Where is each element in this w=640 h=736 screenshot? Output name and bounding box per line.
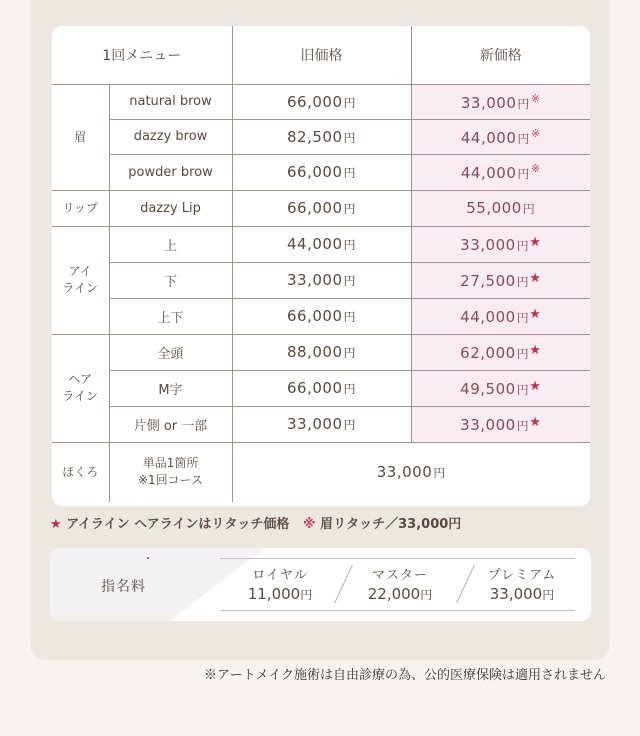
- category-lip: リップ: [52, 190, 109, 226]
- new-price: 44,000円※: [411, 119, 590, 154]
- new-price: 44,000円※: [411, 154, 590, 190]
- header-new-price: 新価格: [411, 26, 590, 84]
- new-price: 33,000円★: [411, 406, 590, 442]
- kome-mark: ※: [530, 162, 541, 175]
- new-price: 55,000円: [411, 190, 590, 226]
- insurance-footnote: ※アートメイク施術は自由診療の為、公的医療保険は適用されません: [204, 668, 606, 683]
- table-header-row: [52, 26, 590, 84]
- menu-name: 全頭: [109, 334, 232, 370]
- new-price: 49,500円★: [411, 370, 590, 406]
- star-icon: ★: [50, 517, 62, 532]
- menu-name: M字: [109, 370, 232, 406]
- table-row: [52, 406, 590, 442]
- old-price: 44,000円: [232, 226, 411, 262]
- old-price: 82,500円: [232, 119, 411, 154]
- menu-name: dazzy Lip: [109, 190, 232, 226]
- legend-kome-text: 眉リタッチ／33,000円: [320, 517, 462, 532]
- old-price: 66,000円: [232, 370, 411, 406]
- mole-price: 33,000円: [232, 442, 590, 502]
- category-hairline: ヘア ライン: [52, 334, 109, 442]
- menu-name: 上: [109, 226, 232, 262]
- kome-mark: ※: [530, 91, 541, 105]
- legend-star-text: アイライン ヘアラインはリタッチ価格: [66, 517, 290, 532]
- category-brow: 眉: [52, 84, 109, 190]
- kome-mark: ※: [530, 126, 541, 140]
- table-row: [52, 370, 590, 406]
- star-mark: ★: [529, 378, 542, 394]
- header-old-price: 旧価格: [232, 26, 411, 84]
- old-price: 66,000円: [232, 154, 411, 190]
- table-row: [52, 84, 590, 119]
- nomination-royal: ロイヤル 11,000円: [247, 568, 313, 603]
- nomination-premium: プレミアム 33,000円: [487, 568, 557, 603]
- star-mark: ★: [529, 342, 542, 358]
- table-row: [52, 298, 590, 334]
- table-row: [52, 442, 590, 502]
- nomination-label: 指名料: [101, 579, 146, 595]
- new-price: 44,000円★: [411, 298, 590, 334]
- category-mole: ほくろ: [52, 442, 109, 502]
- old-price: 66,000円: [232, 190, 411, 226]
- nomination-master: マスター 22,000円: [367, 568, 433, 603]
- price-legend: [50, 513, 461, 532]
- menu-name: dazzy brow: [109, 119, 232, 154]
- menu-name: powder brow: [109, 154, 232, 190]
- table-row: [52, 190, 590, 226]
- star-mark: ★: [529, 306, 542, 322]
- old-price: 33,000円: [232, 406, 411, 442]
- table-row: [52, 154, 590, 190]
- price-table: [52, 26, 590, 502]
- new-price: 33,000円※: [411, 84, 590, 119]
- old-price: 88,000円: [232, 334, 411, 370]
- old-price: 66,000円: [232, 84, 411, 119]
- new-price: 62,000円★: [411, 334, 590, 370]
- menu-name: 片側 or 一部: [109, 406, 232, 442]
- nomination-dot: ・: [143, 554, 153, 565]
- kome-icon: ※: [302, 517, 316, 532]
- table-row: [52, 226, 590, 262]
- table-row: [52, 119, 590, 154]
- table-row: [52, 262, 590, 298]
- menu-name: natural brow: [109, 84, 232, 119]
- star-mark: ★: [529, 234, 542, 250]
- star-mark: ★: [529, 414, 542, 430]
- menu-name: 上下: [109, 298, 232, 334]
- star-mark: ★: [529, 270, 542, 286]
- old-price: 33,000円: [232, 262, 411, 298]
- header-menu: 1回メニュー: [52, 26, 232, 84]
- table-row: [52, 334, 590, 370]
- old-price: 66,000円: [232, 298, 411, 334]
- mole-menu-name: 単品1箇所 ※1回コース: [109, 442, 232, 502]
- category-eyeline: アイ ライン: [52, 226, 109, 334]
- new-price: 33,000円★: [411, 226, 590, 262]
- menu-name: 下: [109, 262, 232, 298]
- price-table-card: [52, 26, 590, 506]
- new-price: 27,500円★: [411, 262, 590, 298]
- nomination-fee-card: [50, 548, 591, 621]
